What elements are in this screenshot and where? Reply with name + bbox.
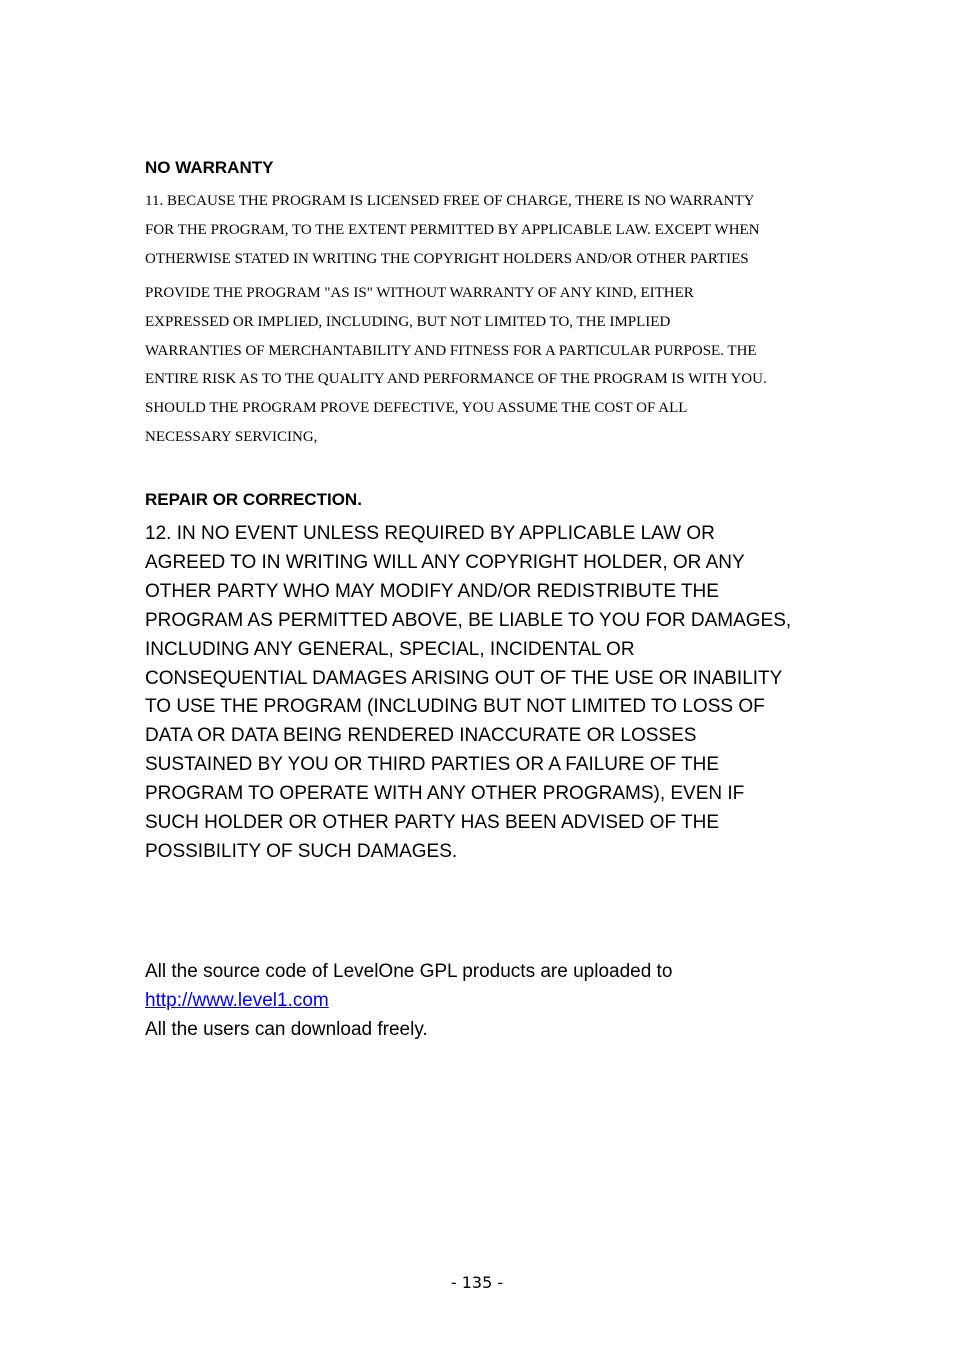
source-notice-text: All the source code of LevelOne GPL products are uploaded to xyxy=(145,961,673,982)
repair-line: CONSEQUENTIAL DAMAGES ARISING OUT OF THE USE OR INABILITY xyxy=(145,668,783,689)
page-number: - 135 - xyxy=(450,1273,504,1292)
repair-line: SUCH HOLDER OR OTHER PARTY HAS BEEN ADVISED OF THE xyxy=(145,812,719,833)
level1-website-link[interactable]: http://www.level1.com xyxy=(145,990,329,1011)
no-warranty-line: SHOULD THE PROGRAM PROVE DEFECTIVE, YOU ASSUME THE COST OF ALL xyxy=(145,400,688,416)
no-warranty-line: NECESSARY SERVICING, xyxy=(145,429,318,445)
repair-line: POSSIBILITY OF SUCH DAMAGES. xyxy=(145,841,458,862)
repair-line: AGREED TO IN WRITING WILL ANY COPYRIGHT HOLDER, OR ANY xyxy=(145,552,745,573)
no-warranty-line: 11. BECAUSE THE PROGRAM IS LICENSED FREE OF CHARGE, THERE IS NO WARRANTY xyxy=(145,193,755,209)
repair-line: OTHER PARTY WHO MAY MODIFY AND/OR REDISTRIBUTE THE xyxy=(145,581,719,602)
repair-line: PROGRAM TO OPERATE WITH ANY OTHER PROGRAMS), EVEN IF xyxy=(145,783,745,804)
no-warranty-line: OTHERWISE STATED IN WRITING THE COPYRIGHT HOLDERS AND/OR OTHER PARTIES xyxy=(145,251,749,267)
repair-line: DATA OR DATA BEING RENDERED INACCURATE OR LOSSES xyxy=(145,725,697,746)
no-warranty-line: FOR THE PROGRAM, TO THE EXTENT PERMITTED BY APPLICABLE LAW. EXCEPT WHEN xyxy=(145,222,760,238)
repair-line: INCLUDING ANY GENERAL, SPECIAL, INCIDENTAL OR xyxy=(145,639,635,660)
download-notice-text: All the users can download freely. xyxy=(145,1019,428,1040)
repair-line: SUSTAINED BY YOU OR THIRD PARTIES OR A FAILURE OF THE xyxy=(145,754,720,775)
no-warranty-line: WARRANTIES OF MERCHANTABILITY AND FITNESS FOR A PARTICULAR PURPOSE. THE xyxy=(145,343,757,359)
no-warranty-line: ENTIRE RISK AS TO THE QUALITY AND PERFORMANCE OF THE PROGRAM IS WITH YOU. xyxy=(145,371,767,387)
repair-heading: REPAIR OR CORRECTION. xyxy=(145,490,362,509)
repair-line: PROGRAM AS PERMITTED ABOVE, BE LIABLE TO YOU FOR DAMAGES, xyxy=(145,610,792,631)
no-warranty-line: PROVIDE THE PROGRAM "AS IS" WITHOUT WARRANTY OF ANY KIND, EITHER xyxy=(145,285,694,301)
repair-line: TO USE THE PROGRAM (INCLUDING BUT NOT LIMITED TO LOSS OF xyxy=(145,696,765,717)
repair-line: 12. IN NO EVENT UNLESS REQUIRED BY APPLICABLE LAW OR xyxy=(145,523,715,544)
no-warranty-heading: NO WARRANTY xyxy=(145,158,274,177)
no-warranty-line: EXPRESSED OR IMPLIED, INCLUDING, BUT NOT LIMITED TO, THE IMPLIED xyxy=(145,314,671,330)
